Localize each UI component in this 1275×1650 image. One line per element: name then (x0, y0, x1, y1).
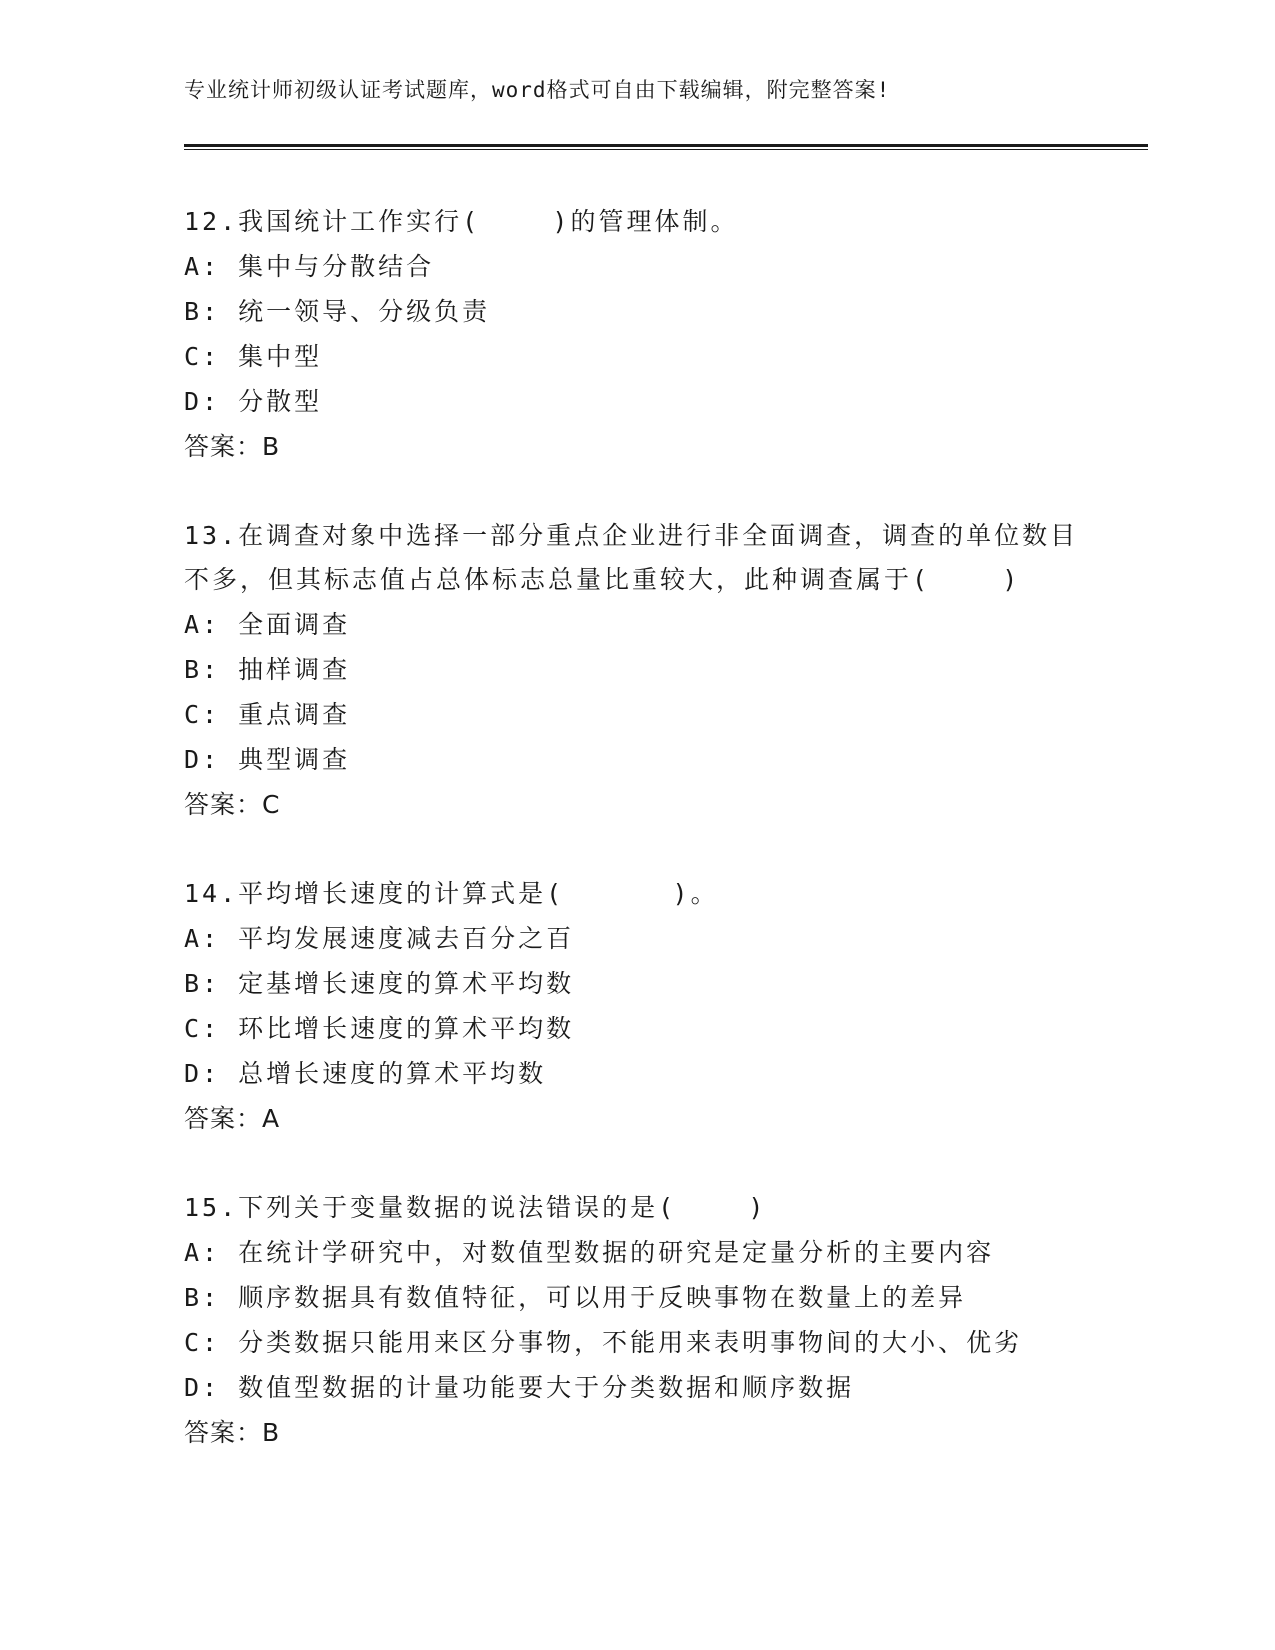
question-15 (184, 1186, 1084, 1455)
option-c: C: 环比增长速度的算术平均数 (184, 1014, 575, 1043)
question-list (184, 200, 1084, 1455)
option-d: D: 总增长速度的算术平均数 (184, 1059, 547, 1088)
option-d: D: 典型调查 (184, 745, 351, 774)
option-c: C: 分类数据只能用来区分事物，不能用来表明事物间的大小、优劣 (184, 1328, 1023, 1357)
question-stem: 12.我国统计工作实行( )的管理体制。 (184, 207, 739, 236)
answer-line: 答案：B (184, 432, 281, 461)
question-stem: 13.在调查对象中选择一部分重点企业进行非全面调查，调查的单位数目不多，但其标志值占总体标志总量比重较大，此种调查属于( ) (184, 521, 1079, 594)
answer-line: 答案：A (184, 1104, 281, 1133)
answer-line: 答案：B (184, 1418, 281, 1447)
question-13 (184, 514, 1084, 827)
header-divider-thick (184, 144, 1148, 147)
option-a: A: 集中与分散结合 (184, 252, 435, 281)
option-c: C: 重点调查 (184, 700, 351, 729)
option-a: A: 平均发展速度减去百分之百 (184, 924, 575, 953)
option-b: B: 抽样调查 (184, 655, 351, 684)
document-header: 专业统计师初级认证考试题库，word格式可自由下载编辑，附完整答案! (184, 78, 891, 102)
question-stem: 14.平均增长速度的计算式是( )。 (184, 879, 719, 908)
option-d: D: 分散型 (184, 387, 323, 416)
option-c: C: 集中型 (184, 342, 323, 371)
option-a: A: 在统计学研究中，对数值型数据的研究是定量分析的主要内容 (184, 1238, 995, 1267)
option-a: A: 全面调查 (184, 610, 351, 639)
answer-line: 答案：C (184, 790, 281, 819)
option-d: D: 数值型数据的计量功能要大于分类数据和顺序数据 (184, 1373, 855, 1402)
header-divider-thin (184, 149, 1148, 150)
option-b: B: 统一领导、分级负责 (184, 297, 491, 326)
question-14 (184, 872, 1084, 1141)
question-12 (184, 200, 1084, 469)
option-b: B: 定基增长速度的算术平均数 (184, 969, 575, 998)
option-b: B: 顺序数据具有数值特征，可以用于反映事物在数量上的差异 (184, 1283, 967, 1312)
question-stem: 15.下列关于变量数据的说法错误的是( ) (184, 1193, 767, 1222)
